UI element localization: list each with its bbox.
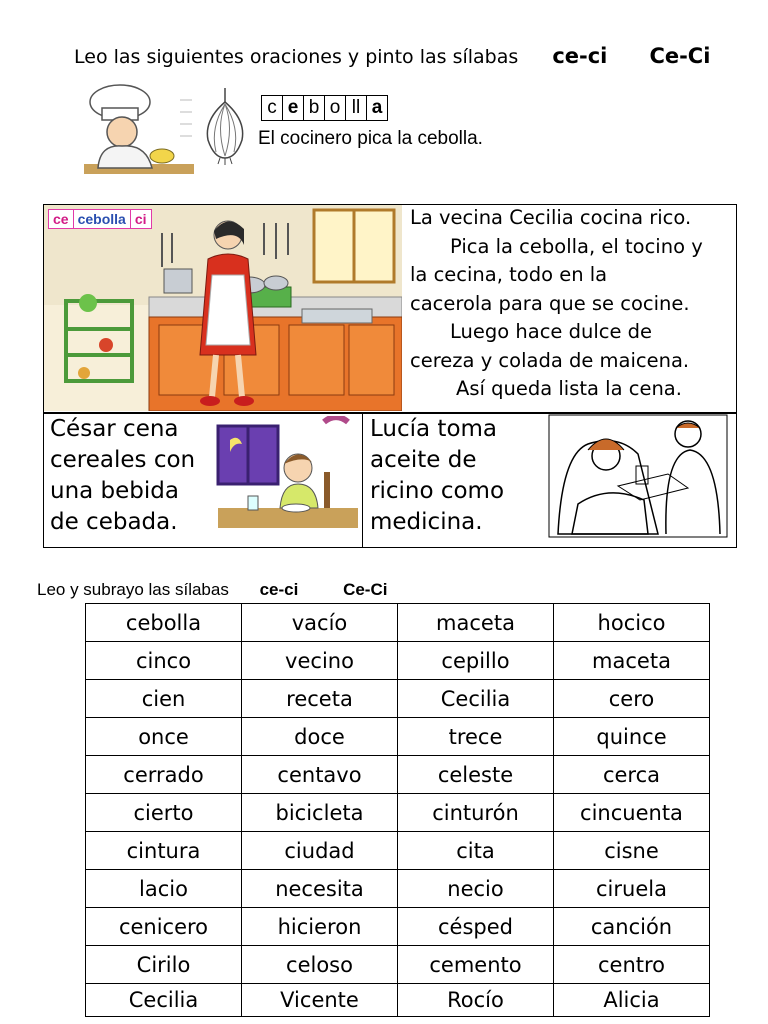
word-cell: quince: [554, 718, 710, 756]
letter-box: c: [261, 95, 283, 121]
story-text: [410, 204, 728, 404]
letter-box: o: [324, 95, 346, 121]
word-cell: cerca: [554, 756, 710, 794]
story-line: cacerola para que se cocine.: [410, 291, 690, 315]
word-cell: cero: [554, 680, 710, 718]
section2-title: [37, 580, 387, 600]
cesar-line: de cebada.: [50, 509, 178, 535]
word-cell: Vicente: [242, 984, 398, 1017]
onion-illustration: [202, 84, 248, 166]
word-cell: maceta: [554, 642, 710, 680]
table-row: [86, 870, 710, 908]
table-row: [86, 756, 710, 794]
kitchen-syllable-tag: [48, 209, 152, 229]
word-cell: trece: [398, 718, 554, 756]
story-line: la cecina, todo en la: [410, 263, 608, 286]
word-cell: centro: [554, 946, 710, 984]
letter-box: b: [303, 95, 325, 121]
table-row: [86, 718, 710, 756]
word-cell: centavo: [242, 756, 398, 794]
word-cell: cepillo: [398, 642, 554, 680]
word-cell: cintura: [86, 832, 242, 870]
word-cell: césped: [398, 908, 554, 946]
syllables-upper: Ce-Ci: [649, 44, 711, 68]
word-cell: Rocío: [398, 984, 554, 1017]
word-cell: cien: [86, 680, 242, 718]
table-row: [86, 832, 710, 870]
word-cell: cierto: [86, 794, 242, 832]
table-row: [86, 604, 710, 642]
section2-instruction: Leo y subrayo las sílabas: [37, 580, 229, 599]
word-cell: cerrado: [86, 756, 242, 794]
word-cell: hocico: [554, 604, 710, 642]
word-cell: celeste: [398, 756, 554, 794]
word-cell: receta: [242, 680, 398, 718]
example-sentence: El cocinero pica la cebolla.: [258, 128, 483, 149]
letter-box: a: [366, 95, 388, 121]
word-cell: cincuenta: [554, 794, 710, 832]
word-cell: doce: [242, 718, 398, 756]
word-cell: cita: [398, 832, 554, 870]
word-cell: necio: [398, 870, 554, 908]
table-row: [86, 680, 710, 718]
word-cell: Cirilo: [86, 946, 242, 984]
word-cell: celoso: [242, 946, 398, 984]
lucia-line: Lucía toma: [370, 416, 498, 442]
word-cell: Alicia: [554, 984, 710, 1017]
word-cell: maceta: [398, 604, 554, 642]
table-row: [86, 642, 710, 680]
cesar-line: una bebida: [50, 478, 179, 504]
worksheet-title: [74, 44, 710, 68]
word-cell: ciudad: [242, 832, 398, 870]
cesar-line: cereales con: [50, 447, 196, 473]
divider: [362, 412, 363, 547]
word-cell: once: [86, 718, 242, 756]
word-cell: cenicero: [86, 908, 242, 946]
word-cell: cisne: [554, 832, 710, 870]
story-line: Luego hace dulce de: [450, 320, 653, 343]
word-cell: cinturón: [398, 794, 554, 832]
table-row: [86, 946, 710, 984]
word-table: [85, 603, 710, 1017]
word-cell: necesita: [242, 870, 398, 908]
syllables-lower: ce-ci: [552, 44, 608, 68]
story-line: cereza y colada de maicena.: [410, 348, 690, 372]
word-cell: cebolla: [86, 604, 242, 642]
section2-syllables-lower: ce-ci: [259, 580, 299, 599]
cesar-text: [50, 414, 205, 538]
kitchen-illustration: [44, 205, 402, 411]
table-row: [86, 908, 710, 946]
table-row: [86, 984, 710, 1017]
cesar-line: César cena: [50, 416, 179, 442]
word-cell: Cecilia: [86, 984, 242, 1017]
word-cell: cemento: [398, 946, 554, 984]
syllable-boxes: [262, 95, 388, 121]
word-cell: vacío: [242, 604, 398, 642]
sick-girl-illustration: [548, 414, 728, 538]
word-cell: hicieron: [242, 908, 398, 946]
tag-left: ce: [49, 210, 74, 228]
word-cell: bicicleta: [242, 794, 398, 832]
story-line: La vecina Cecilia cocina rico.: [410, 206, 692, 229]
story-line: Así queda lista la cena.: [456, 377, 682, 400]
chef-illustration: [80, 80, 196, 178]
story-line: Pica la cebolla, el tocino y: [450, 234, 703, 258]
letter-box: ll: [345, 95, 367, 121]
word-cell: lacio: [86, 870, 242, 908]
lucia-line: medicina.: [370, 509, 483, 535]
tag-right: ci: [134, 211, 147, 227]
word-cell: ciruela: [554, 870, 710, 908]
lucia-text: [370, 414, 540, 538]
table-row: [86, 794, 710, 832]
tag-word: cebolla: [74, 210, 131, 228]
word-cell: cinco: [86, 642, 242, 680]
instruction-text: Leo las siguientes oraciones y pinto las sílabas: [74, 46, 519, 68]
word-cell: vecino: [242, 642, 398, 680]
word-cell: canción: [554, 908, 710, 946]
lucia-line: ricino como: [370, 478, 505, 504]
word-cell: Cecilia: [398, 680, 554, 718]
lucia-line: aceite de: [370, 447, 477, 473]
section2-syllables-upper: Ce-Ci: [343, 580, 388, 599]
letter-box: e: [282, 95, 304, 121]
boy-eating-illustration: [212, 416, 358, 542]
